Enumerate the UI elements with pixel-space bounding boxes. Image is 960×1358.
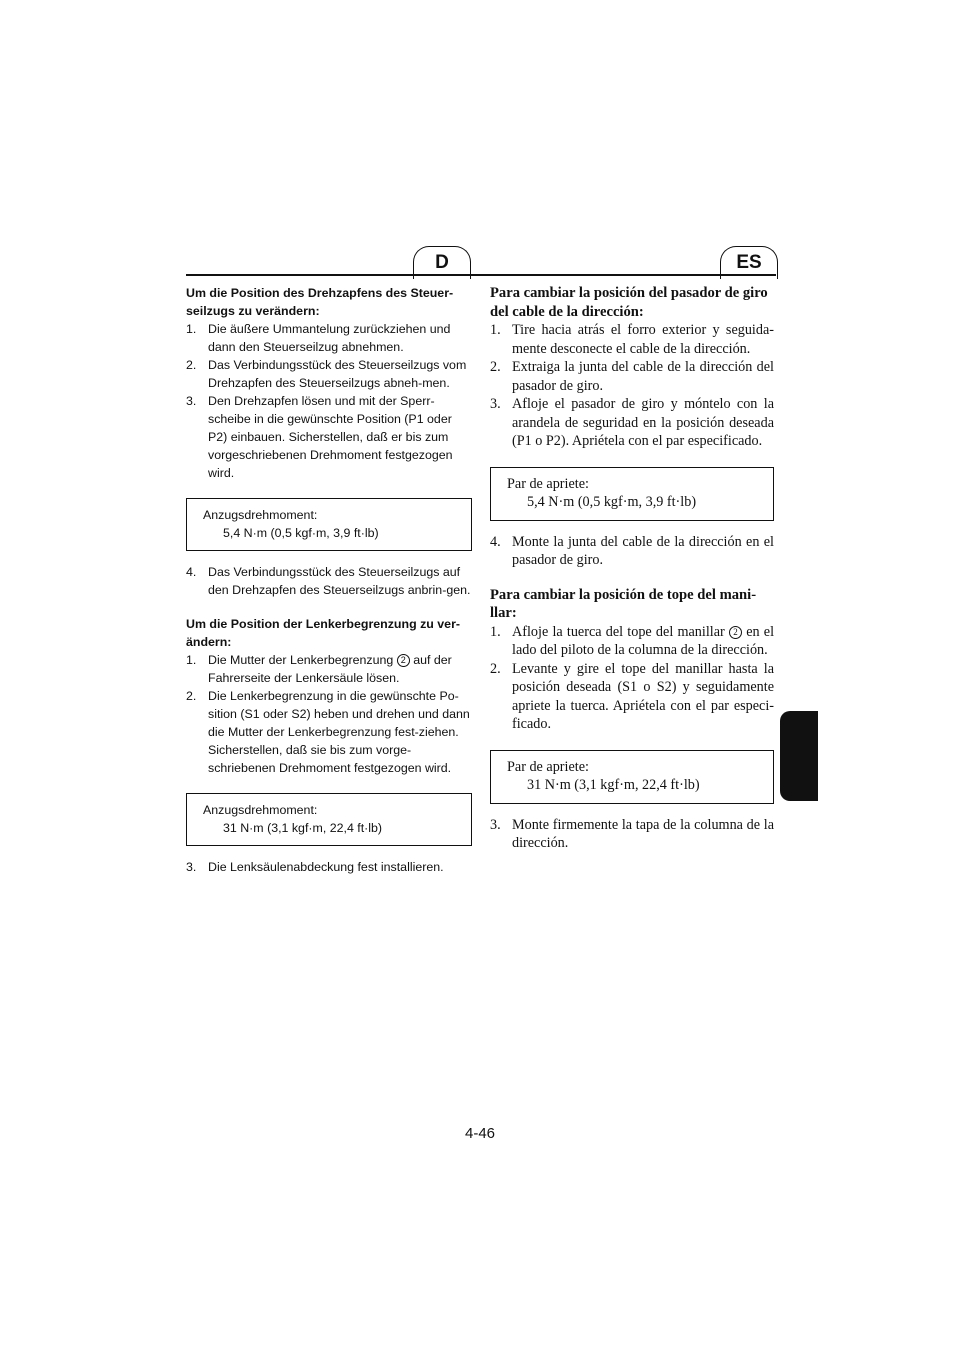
steps-pivot-list xyxy=(186,320,472,482)
list-item: 3. Monte firmemente la tapa de la columna de la dirección. xyxy=(490,816,774,851)
callout-number: 2 xyxy=(397,654,410,667)
list-item: 1. Tire hacia atrás el forro exterior y seguida-mente desconecte el cable de la dirección. xyxy=(490,322,774,357)
chapter-tab xyxy=(780,711,818,801)
list-item: 3. Den Drehzapfen lösen und mit der Sperr-scheibe in die gewünschte Position (P1 oder P2) einbauen. Sicherstellen, daß er bis zum vorgeschriebenen Drehmoment festgezogen wird. xyxy=(186,394,453,480)
list-item: 2. Extraiga la junta del cable de la dirección del pasador de giro. xyxy=(490,359,774,394)
language-badge-de: D xyxy=(413,246,471,279)
steps-stopper-list xyxy=(186,651,472,777)
list-item: 1. Afloje la tuerca del tope del manillar 2 en el lado del piloto de la columna de la dirección. xyxy=(490,623,775,658)
torque-value: 31 N·m (3,1 kgf·m, 22,4 ft·lb) xyxy=(527,777,700,793)
list-item: 3. Afloje el pasador de giro y móntelo con la arandela de seguridad en la posición deseada (P1 o P2). Apriételа con el par especificado. xyxy=(490,396,774,449)
section-heading-pivot: Um die Position des Drehzapfens des Steuer-seilzugs zu verändern: xyxy=(186,286,454,318)
list-item: 1. Die Mutter der Lenkerbegrenzung 2 auf der Fahrerseite der Lenkersäule lösen. xyxy=(186,653,452,685)
steps-pivot-list xyxy=(490,321,774,451)
spanish-column xyxy=(490,284,774,853)
section-heading-stopper: Um die Position der Lenkerbegrenzung zu ver-ändern: xyxy=(186,617,461,649)
torque-value: 31 N·m (3,1 kgf·m, 22,4 ft·lb) xyxy=(223,821,383,835)
steps-stopper-list xyxy=(490,623,774,734)
section-heading-stopper: Para cambiar la posición de tope del mani-llar: xyxy=(490,586,757,621)
callout-number: 2 xyxy=(729,626,742,639)
list-item: 3. Die Lenksäulenabdeckung fest installieren. xyxy=(186,860,444,874)
section-heading-pivot: Para cambiar la posición del pasador de giro del cable de la dirección: xyxy=(490,285,768,320)
list-item: 1. Die äußere Ummantelung zurückziehen und dann den Steuerseilzug abnehmen. xyxy=(186,322,451,354)
list-item: 4. Monte la junta del cable de la dirección en el pasador de giro. xyxy=(490,533,774,568)
torque-label: Anzugsdrehmoment: xyxy=(203,508,318,522)
torque-spec-box xyxy=(490,750,774,804)
torque-spec-box xyxy=(490,467,774,521)
torque-spec-box xyxy=(186,498,472,551)
header-rule xyxy=(186,274,776,276)
page-number: 4-46 xyxy=(464,1125,496,1142)
torque-value: 5,4 N·m (0,5 kgf·m, 3,9 ft·lb) xyxy=(527,494,697,510)
list-item: 4. Das Verbindungsstück des Steuerseilzugs auf den Drehzapfen des Steuerseilzugs anbrin-gen. xyxy=(186,565,471,597)
torque-spec-box xyxy=(186,793,472,846)
torque-label: Par de apriete: xyxy=(507,758,589,775)
list-item: 2. Das Verbindungsstück des Steuerseilzugs vom Drehzapfen des Steuerseilzugs abneh-men. xyxy=(186,358,467,390)
german-column xyxy=(186,284,472,876)
torque-value: 5,4 N·m (0,5 kgf·m, 3,9 ft·lb) xyxy=(223,526,379,540)
language-badge-es: ES xyxy=(720,246,778,279)
list-item: 2. Die Lenkerbegrenzung in die gewünschte Po-sition (S1 oder S2) heben und drehen und dann die Mutter der Lenkerbegrenzung fest-ziehen. Sicherstellen, daß sie bis zum vorge-schriebenen Drehmoment festgezogen wird. xyxy=(186,689,470,775)
list-item: 2. Levante y gire el tope del manillar hasta la posición deseada (S1 o S2) y seguidamente apriete la tuerca. Apriétela con el par especi-ficado. xyxy=(490,660,774,732)
torque-label: Anzugsdrehmoment: xyxy=(203,803,318,817)
torque-label: Par de apriete: xyxy=(507,475,589,492)
